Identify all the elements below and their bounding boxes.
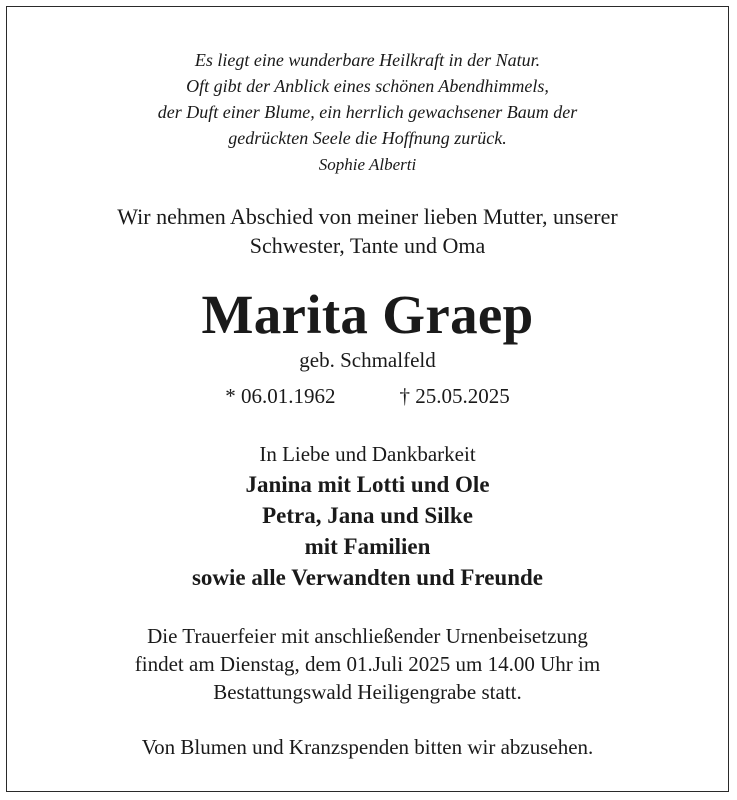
- quote-line: Oft gibt der Anblick eines schönen Abendhimmels,: [186, 76, 549, 96]
- deceased-name: Marita Graep: [201, 284, 534, 345]
- maiden-name: geb. Schmalfeld: [299, 348, 436, 372]
- quote-line: Es liegt eine wunderbare Heilkraft in der Natur.: [194, 50, 541, 70]
- service-line: Die Trauerfeier mit anschließender Urnenbeisetzung: [147, 624, 588, 648]
- life-dates: [7, 380, 728, 412]
- death-date: † 25.05.2025: [399, 384, 510, 408]
- service-line: Bestattungswald Heiligengrabe statt.: [213, 680, 522, 704]
- closing-note: Von Blumen und Kranzspenden bitten wir abzusehen.: [141, 735, 594, 759]
- mourners-intro: In Liebe und Dankbarkeit: [259, 442, 476, 466]
- birth-date: * 06.01.1962: [225, 384, 336, 408]
- quote-line: der Duft einer Blume, ein herrlich gewachsener Baum der: [157, 102, 578, 122]
- service-line: findet am Dienstag, dem 01.Juli 2025 um 14.00 Uhr im: [134, 652, 601, 676]
- quote-block: [7, 47, 728, 178]
- mourners-block: [7, 439, 728, 593]
- mourner-line: sowie alle Verwandten und Freunde: [191, 565, 543, 590]
- quote-author: Sophie Alberti: [318, 155, 417, 174]
- mourner-line: Janina mit Lotti und Ole: [245, 472, 490, 497]
- mourner-line: Petra, Jana und Silke: [262, 503, 473, 528]
- mourner-line: mit Familien: [304, 534, 431, 559]
- obituary-notice: [6, 6, 729, 792]
- quote-line: gedrückten Seele die Hoffnung zurück.: [228, 128, 507, 148]
- intro-line: Wir nehmen Abschied von meiner lieben Mutter, unserer: [117, 204, 618, 229]
- service-info: [7, 622, 728, 706]
- intro-line: Schwester, Tante und Oma: [249, 233, 486, 258]
- farewell-intro: [7, 202, 728, 260]
